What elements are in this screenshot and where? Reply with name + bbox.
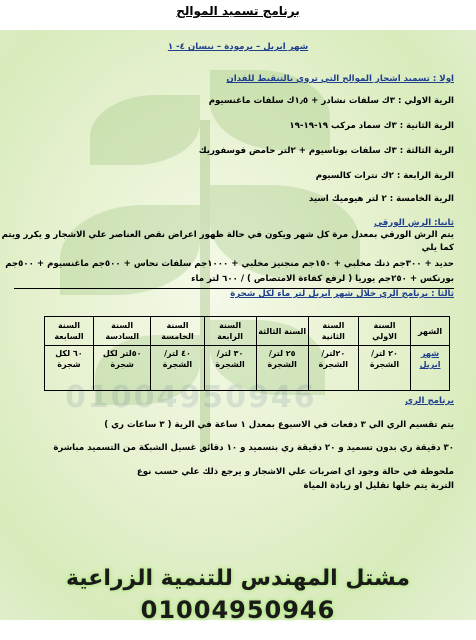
table-header-cell: السنة السادسة xyxy=(93,317,150,346)
section2-heading: ثانيا: الرش الورقي xyxy=(373,218,454,228)
table-cell: ٢٠ لتر/ الشجرة xyxy=(358,346,410,391)
section4-text: التربة يتم خلها تقليل او زيادة المياة xyxy=(303,481,454,491)
table-cell: ٣٠ لتر/ الشجرة xyxy=(204,346,256,391)
section1-item: الرية الخامسة : ٢ لتر هيوميك اسيد xyxy=(308,194,454,204)
table-month-cell: شهر ابريل xyxy=(411,346,450,391)
section1-item: الرية الثالثة : ٣ك سلفات بوتاسيوم + ٢لتر حامض فوسفوريك xyxy=(198,146,454,156)
section4-text: يتم تقسيم الري الي ٣ دفعات في الاسبوع بمعدل ١ ساعة في الرية ( ٣ ساعات ري ) xyxy=(104,420,454,430)
table-header-cell: السنة الاولي xyxy=(358,317,410,346)
table-header-cell: السنة الرابعة xyxy=(204,317,256,346)
section1-item: الرية الثانية : ٣ك سماد مركب ١٩-١٩-١٩ xyxy=(289,121,454,131)
table-cell: ٥٠لتر لكل شجرة xyxy=(93,346,150,391)
section2-text: يتم الرش الورقي بمعدل مرة كل شهر ويكون في حالة ظهور اعراض نقص العناصر علي الاشجار و يكرر ويتم xyxy=(1,230,454,240)
section2-text: كما يلي xyxy=(421,243,454,253)
table-row xyxy=(45,346,450,391)
subtitle: شهر ابريل – برمودة – نيسان ٤- ١ xyxy=(167,42,309,52)
section2-text: بورنكس + ٢٥٠جم يوريا ( لرفع كفاءة الامتصاص ) / ٦٠٠ لتر ماء xyxy=(191,274,454,284)
table-cell: ٦٠ لكل شجرة xyxy=(45,346,94,391)
table-header-row xyxy=(45,317,450,346)
section2-text: حديد + ٣٠٠جم ذنك مخلبي + ١٥٠جم منجنيز مخلبي + ١٠٠٠جم سلفات نحاس + ٥٠٠جم ماغنسيوم + ٥٠٠جم xyxy=(5,259,454,269)
table-header-cell: الشهر xyxy=(411,317,450,346)
table-cell: ٤٠ لتر/ الشجرة xyxy=(151,346,204,391)
table-cell: ٢٠لتر/ الشجرة xyxy=(308,346,358,391)
section4-text: ٣٠ دقيقة ري بدون تسميد و ٢٠ دقيقة ري بتسميد و ١٠ دقائق غسيل الشبكة من التسميد مباشرة xyxy=(53,443,454,453)
section4-heading: برنامج الري xyxy=(405,396,454,406)
section1-item: الرية الرابعة : ٢ك نترات كالسيوم xyxy=(315,171,454,181)
table-header-cell: السنة الثانية xyxy=(308,317,358,346)
footer-nursery-name: مشتل المهندس للتنمية الزراعية xyxy=(65,566,411,591)
footer-phone-number: 01004950946 xyxy=(140,596,336,624)
table-header-cell: السنة الخامسة xyxy=(151,317,204,346)
table-cell: ٢٥ لتر/ الشجرة xyxy=(256,346,308,391)
table-header-cell: السنة الثالثة xyxy=(256,317,308,346)
phone-watermark: 01004950946 xyxy=(65,380,317,415)
section4-text: ملحوظة في حالة وجود اي اضربات علي الاشجار و يرجع ذلك علي حسب نوع xyxy=(136,467,454,477)
page-title: برنامج تسميد الموالح xyxy=(176,4,300,18)
irrigation-table xyxy=(44,316,450,391)
section3-heading: ثالثا : برنامج الري خلال شهر ابريل لتر ماء لكل شجرة xyxy=(14,288,454,300)
table-header-cell: السنة السابعة xyxy=(45,317,94,346)
section1-heading: اولا : تسميد اشجار الموالح التي تروي بالتنقيط للفدان xyxy=(226,74,454,84)
section1-item: الرية الاولي : ٣ك سلفات نشادر + ١٫٥ك سلفات ماغنسيوم xyxy=(208,96,454,106)
